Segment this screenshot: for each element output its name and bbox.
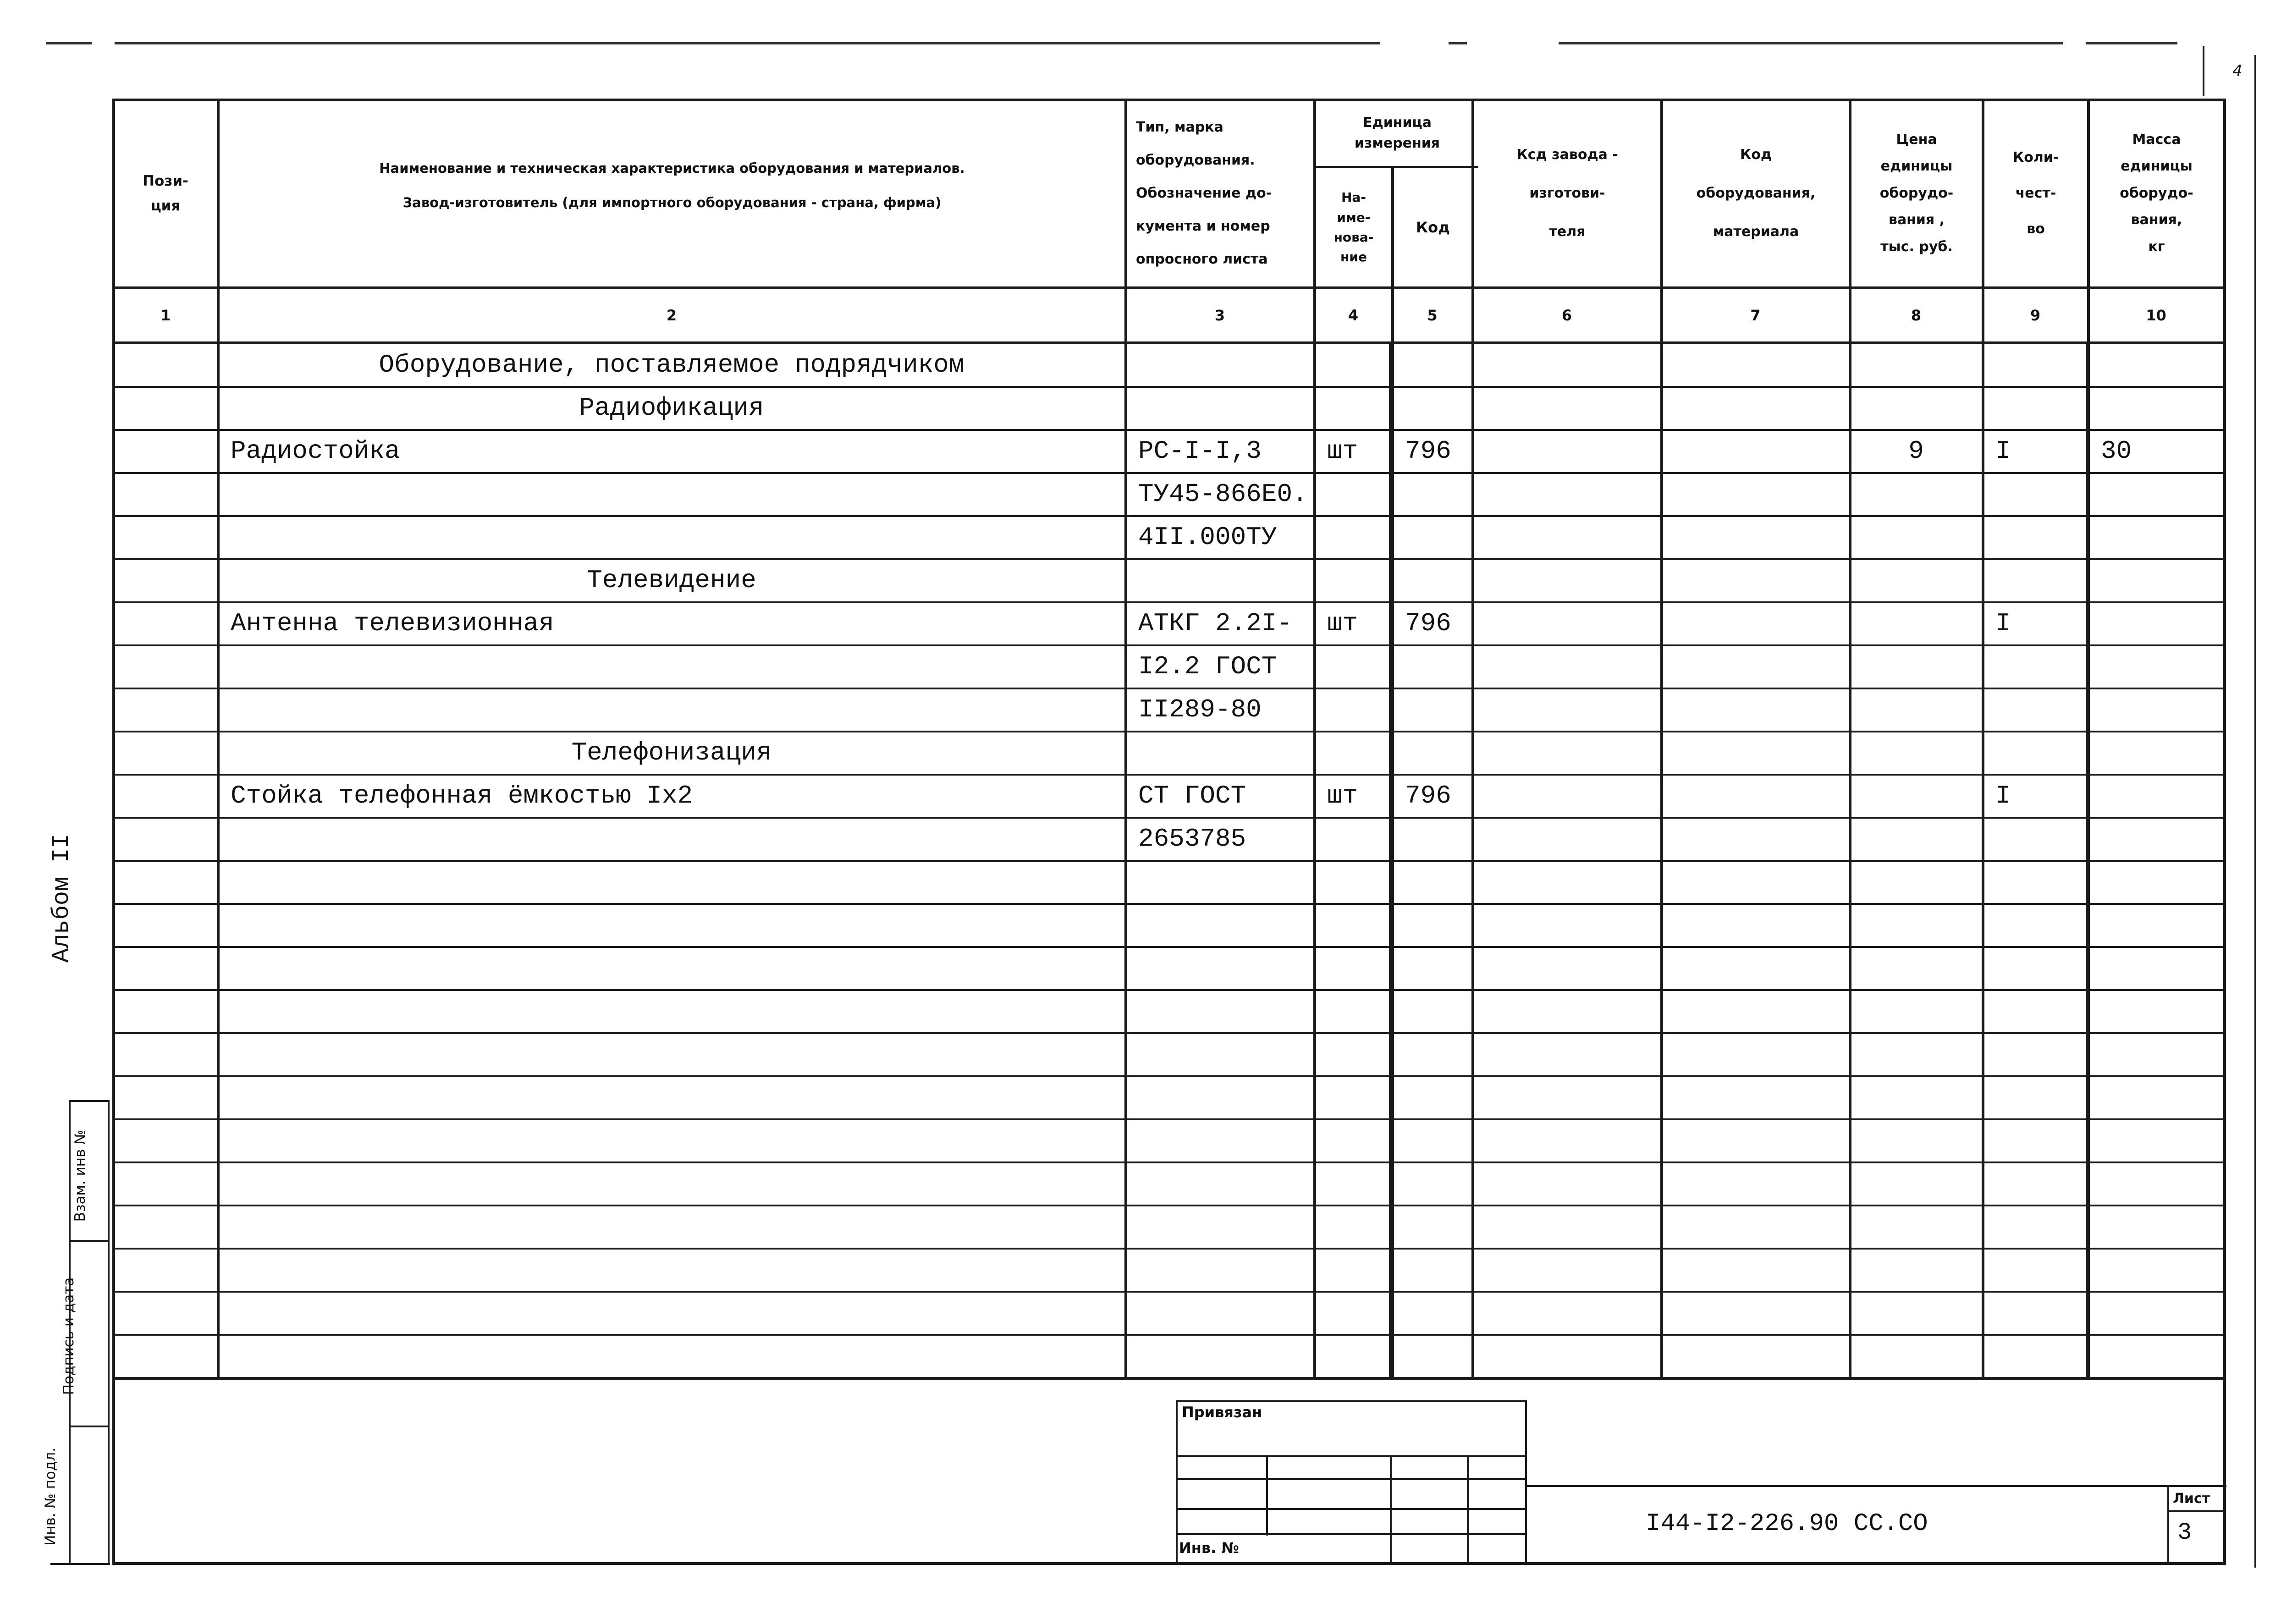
row-divider (114, 1032, 2226, 1034)
column-number: 1 (160, 306, 171, 324)
item-type: РС-I-I,3 (1138, 436, 1262, 466)
row-divider (114, 688, 2226, 689)
item-unit: шт (1327, 609, 1358, 638)
section-heading: Телефонизация (571, 738, 772, 767)
item-name: Радиостойка (231, 436, 400, 466)
row-divider (114, 1248, 2226, 1250)
item-name: Стойка телефонная ёмкостью Iх2 (231, 781, 693, 810)
item-quantity: I (1995, 609, 2011, 638)
row-divider (114, 1377, 2226, 1379)
stamp-right-line (108, 1100, 110, 1563)
album-label: Альбом II (48, 834, 75, 963)
privyazan-row-4 (1176, 1533, 1526, 1535)
item-type: 2653785 (1138, 824, 1246, 853)
row-divider (114, 558, 2226, 560)
row-divider (114, 1162, 2226, 1163)
item-type: АТКГ 2.2I- (1138, 609, 1293, 638)
header-mass: Масса единицы оборудо- вания, кг (2120, 131, 2193, 255)
top-dash-3 (1449, 42, 1467, 44)
column-number: 8 (1911, 306, 1922, 324)
title-block-bottom (114, 1562, 2226, 1565)
column-number: 4 (1348, 306, 1359, 324)
item-price: 9 (1908, 436, 1924, 466)
row-divider (114, 1075, 2226, 1077)
corner-mark: 4 (2232, 62, 2242, 80)
header-quantity: Коли- чест- во (2012, 149, 2059, 237)
item-unit-code: 796 (1405, 609, 1451, 638)
top-dash-2 (115, 42, 1380, 44)
row-divider (114, 429, 2226, 431)
row-divider (114, 515, 2226, 517)
item-quantity: I (1995, 781, 2011, 810)
item-mass: 30 (2101, 436, 2132, 466)
podpis-label: Подпись и дата (61, 1277, 77, 1395)
row-divider (114, 817, 2226, 819)
section-heading: Оборудование, поставляемое подрядчиком (379, 350, 964, 380)
privyazan-left (1176, 1400, 1178, 1563)
row-divider (114, 1291, 2226, 1293)
item-type: 4II.000ТУ (1138, 523, 1277, 552)
row-divider (114, 1205, 2226, 1206)
privyazan-row-1 (1176, 1455, 1526, 1457)
sheet-label: Лист (2173, 1491, 2210, 1507)
corner-mark-line (2203, 46, 2204, 96)
vzam-label: Взам. инв № (72, 1129, 88, 1222)
privyazan-row-3 (1176, 1508, 1526, 1510)
unit-subheader-line (1315, 166, 1478, 168)
sheet-box-mid (2167, 1510, 2225, 1512)
inv-no-label: Инв. № (1179, 1539, 1239, 1557)
header-factory-code: Кcд завода - изготови- теля (1516, 147, 1618, 240)
top-dash-4 (1559, 42, 2063, 44)
sheet-number: 3 (2177, 1519, 2192, 1546)
row-divider (114, 860, 2226, 862)
row-divider (114, 1118, 2226, 1120)
privyazan-col-2 (1390, 1455, 1392, 1563)
item-type: СТ ГОСТ (1138, 781, 1246, 810)
top-dash-1 (46, 42, 92, 44)
privyazan-col-3 (1467, 1455, 1469, 1563)
row-divider (114, 1334, 2226, 1336)
column-number: 5 (1427, 306, 1438, 324)
top-dash-5 (2086, 42, 2177, 44)
header-name: Наименование и техническая характеристика оборудования и материалов. Завод-изготовитель (для импортного оборудования - страна, фирма) (379, 160, 965, 210)
item-quantity: I (1995, 436, 2011, 466)
item-type: II289-80 (1138, 695, 1262, 724)
privyazan-row-2 (1176, 1478, 1526, 1480)
privyazan-top (1176, 1400, 1526, 1402)
privyazan-col-1 (1266, 1455, 1268, 1536)
row-divider (114, 774, 2226, 776)
column-number: 7 (1750, 306, 1761, 324)
row-divider (114, 731, 2226, 732)
right-edge-line (2254, 55, 2256, 1568)
doc-code-top (1525, 1485, 2226, 1487)
section-heading: Телевидение (587, 566, 756, 595)
stamp-line-2 (69, 1240, 109, 1242)
privyazan-label: Привязан (1182, 1404, 1262, 1421)
header-equipment-code: Код оборудования, материала (1696, 147, 1816, 240)
row-divider (114, 989, 2226, 991)
item-type: ТУ45-866Е0. (1138, 479, 1308, 509)
inv-podl-label: Инв. № подл. (42, 1448, 59, 1546)
header-type: Тип, марка оборудования. Обозначение до- кумента и номер опросного листа (1136, 119, 1272, 267)
header-unit-name: На- име- нова- ние (1333, 190, 1374, 265)
column-number: 9 (2030, 306, 2041, 324)
header-unit-group: Единица измерения (1354, 115, 1440, 151)
item-unit: шт (1327, 781, 1358, 810)
item-type: I2.2 ГОСТ (1138, 652, 1277, 681)
row-divider (114, 644, 2226, 646)
stamp-line-1 (69, 1100, 109, 1102)
row-divider (114, 903, 2226, 905)
row-divider (114, 946, 2226, 948)
section-heading: Радиофикация (579, 393, 764, 423)
column-number: 3 (1214, 306, 1225, 324)
row-divider (114, 472, 2226, 474)
column-number: 2 (666, 306, 677, 324)
header-price: Цена единицы оборудо- вания , тыс. руб. (1879, 131, 1954, 255)
item-unit-code: 796 (1405, 781, 1451, 810)
item-unit: шт (1327, 436, 1358, 466)
column-number: 10 (2146, 306, 2166, 324)
row-divider (114, 386, 2226, 388)
row-divider (114, 601, 2226, 603)
item-unit-code: 796 (1405, 436, 1451, 466)
header-position: Пози- ция (143, 172, 188, 214)
number-row-bottom-border (114, 341, 2226, 344)
privyazan-right (1525, 1400, 1527, 1563)
sheet-box-left (2167, 1485, 2169, 1563)
document-code: I44-I2-226.90 СС.СО (1646, 1510, 1928, 1538)
column-number: 6 (1561, 306, 1572, 324)
item-name: Антенна телевизионная (231, 609, 554, 638)
header-unit-code: Код (1416, 219, 1450, 236)
